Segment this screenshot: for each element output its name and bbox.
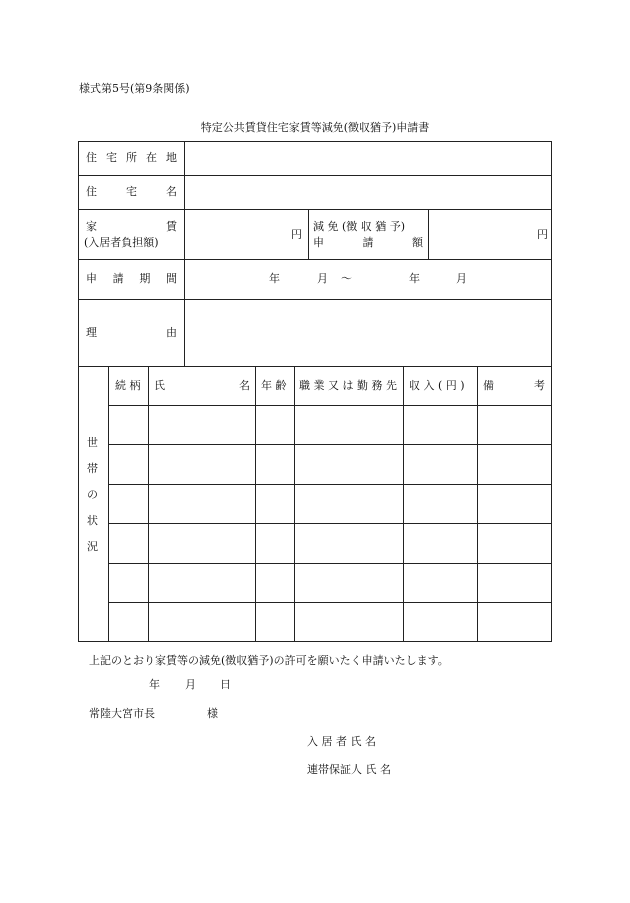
household-column-divider: [108, 366, 109, 641]
rent-sublabel: (入居者負担額): [84, 236, 159, 249]
rent-label: 家 賃: [86, 220, 177, 233]
household-column-divider: [403, 366, 404, 641]
rent-amount-field[interactable]: [189, 217, 301, 255]
reduction-sublabel: 申 請 額: [313, 236, 423, 249]
reason-label: 理 由: [86, 326, 177, 339]
reduction-amount-field[interactable]: [434, 217, 534, 255]
label-column-divider: [184, 142, 185, 366]
period-year-from: 年: [269, 272, 280, 285]
household-row-divider: [108, 602, 551, 603]
household-row-divider: [108, 563, 551, 564]
date-day: 日: [220, 678, 231, 691]
application-statement: 上記のとおり家賃等の減免(徴収猶予)の許可を願いたく申請いたします。: [89, 654, 449, 667]
date-month: 月: [185, 678, 196, 691]
address-field[interactable]: [189, 146, 547, 172]
row-divider: [79, 209, 551, 210]
reduction-label: 減 免 (徴 収 猶 予): [313, 220, 406, 233]
row-divider: [79, 366, 551, 367]
row-divider: [79, 175, 551, 176]
household-column-divider: [148, 366, 149, 641]
household-column-divider: [294, 366, 295, 641]
residence-name-field[interactable]: [189, 180, 547, 206]
rent-column-divider: [428, 209, 429, 259]
reduction-yen-unit: 円: [537, 228, 548, 241]
addressee: 常陸大宮市長: [89, 707, 155, 720]
residence-name-label: 住 宅 名: [86, 185, 177, 198]
period-year-to: 年: [409, 272, 420, 285]
header-name: 氏 名: [154, 379, 250, 392]
period-month-from: 月: [317, 272, 328, 285]
household-row-divider: [108, 484, 551, 485]
household-row-divider: [108, 444, 551, 445]
guarantor-name-label: 連帯保証人 氏 名: [307, 763, 391, 776]
household-column-divider: [477, 366, 478, 641]
page-title: 特定公共賃貸住宅家賃等減免(徴収猶予)申請書: [200, 121, 430, 134]
header-occupation: 職 業 又 は 勤 務 先: [299, 379, 397, 392]
date-year: 年: [149, 678, 160, 691]
applicant-name-label: 入 居 者 氏 名: [307, 735, 376, 748]
form-number: 様式第5号(第9条関係): [79, 82, 190, 95]
rent-yen-unit: 円: [291, 228, 302, 241]
household-row-divider: [108, 523, 551, 524]
application-form-table: [78, 141, 552, 642]
row-divider: [79, 299, 551, 300]
household-row-divider: [108, 405, 551, 406]
rent-column-divider: [308, 209, 309, 259]
period-tilde: 〜: [341, 272, 352, 285]
reason-field[interactable]: [189, 304, 547, 362]
household-column-divider: [255, 366, 256, 641]
header-relation: 続 柄: [115, 379, 141, 392]
period-month-to: 月: [456, 272, 467, 285]
household-status-label: 世 帯 の 状 況: [87, 436, 98, 553]
address-label: 住 宅 所 在 地: [86, 151, 177, 164]
header-remarks: 備 考: [483, 379, 545, 392]
honorific: 様: [207, 707, 218, 720]
row-divider: [79, 259, 551, 260]
header-age: 年 齢: [261, 379, 287, 392]
period-label: 申 請 期 間: [86, 272, 177, 285]
header-income: 収 入 ( 円 ): [409, 379, 465, 392]
